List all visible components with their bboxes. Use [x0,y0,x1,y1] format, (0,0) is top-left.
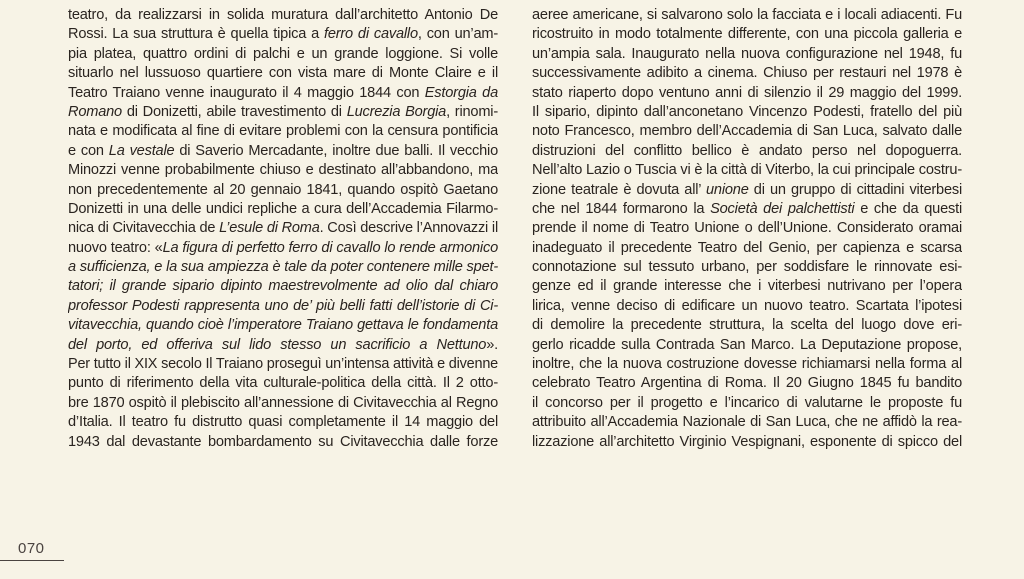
right-column-line [532,219,962,238]
right-column-line [532,394,962,413]
body-text: genze ed il grande interesse che i viterbesi nutrivano per l’opera [532,278,962,295]
left-column-line [68,433,498,452]
body-text: teatro, da realizzarsi in solida muratura dall’architetto Antonio De [68,7,498,23]
body-text: , rinomi- [446,103,498,120]
right-column-line [532,316,962,335]
body-text: attribuito all’Accademia Nazionale di San Luca, che ne affidò la rea- [532,414,962,431]
left-column-line [68,258,498,277]
body-text: Donizetti in una delle undici repliche a cura dell’Accademia Filarmo- [68,200,498,217]
italic-text: Estorgia da [424,84,498,101]
body-text: un’ampia sala. Inaugurato nella nuova configurazione nel 1948, fu [532,45,962,62]
right-column-line [532,355,962,374]
right-column-line [532,45,962,64]
body-text: nuovo teatro: « [68,239,163,256]
left-column-line [68,374,498,393]
right-column-line [532,336,962,355]
left-column-line [68,316,498,335]
body-text: aeree americane, si salvarono solo la facciata e i locali adiacenti. Fu [532,7,962,23]
right-column-line [532,277,962,296]
body-text: bre 1870 ospitò il plebiscito all’annessione di Civitavecchia al Regno [68,394,498,411]
body-text: e che da questi [854,200,962,217]
italic-text: del porto, ed offeriva sul lido stesso un sacrificio a Nettuno [68,336,487,353]
left-column-line [68,45,498,64]
italic-text: tatori; il grande sipario dipinto maestrevolmente ad olio dal chiaro [68,278,498,295]
right-column-line [532,25,962,44]
body-text: di demolire la precedente struttura, la scelta del luogo dove eri- [532,317,962,334]
body-text: prende il nome di Teatro Unione o dell’Unione. Considerato oramai [532,220,962,237]
body-text: situarlo nel lussuoso quartiere con vista mare di Monte Claire e il [68,65,498,82]
body-text: inoltre, che la nuova costruzione dovesse richiamarsi nella forma al [532,356,962,373]
body-text: . Così descrive l’Annovazzi il [319,220,498,237]
left-column-line [68,394,498,413]
left-column-line [68,239,498,258]
left-column-line [68,103,498,122]
right-column-line [532,413,962,432]
left-column-line [68,142,498,161]
body-text: Teatro Traiano venne inaugurato il 4 maggio 1844 con [68,84,425,101]
body-text: Nell’alto Lazio o Tuscia vi è la città di Viterbo, la cui principale costru- [532,162,962,179]
body-text: nica di Civitavecchia de [68,220,220,237]
body-text: punto di riferimento della vita culturale-politica della città. Il 2 otto- [68,375,498,392]
page-number: 070 [18,540,45,557]
italic-text: vitavecchia, quando cioè l’imperatore Traiano gettava le fondamenta [68,317,498,334]
left-column-line [68,336,498,355]
body-text: lizzazione all’architetto Virginio Vespignani, esponente di spicco del [532,433,962,450]
body-text: di Saverio Mercadante, inoltre due balli. Il vecchio [174,142,498,159]
body-text: , con un’am- [417,26,498,43]
body-text: ricostruito in modo totalmente differente, con una piccola galleria e [532,26,962,43]
italic-text: professor Podesti rappresenta uno de’ più belli fatti dell’istorie di Ci- [68,297,498,314]
right-column-line [532,6,962,25]
body-text: distruzioni del conflitto bellico è andato perso nel dopoguerra. [532,142,962,159]
body-text: connotazione sul tessuto urbano, per soddisfare le rinnovate esi- [532,259,962,276]
right-column-line [532,103,962,122]
body-text: non precedentemente al 20 gennaio 1841, quando ospitò Gaetano [68,181,498,198]
italic-text: ferro di cavallo [323,26,418,43]
page-number-rule [0,560,64,561]
left-column-line [68,181,498,200]
body-text: Rossi. La sua struttura è quella tipica a [68,26,324,43]
body-text: il concorso per il progetto e l’incarico di valutarne le proposte fu [532,394,962,411]
left-column-line [68,297,498,316]
body-text: Minozzi venne probabilmente chiuso e destinato all’abbandono, ma [68,162,498,179]
left-text-column [68,6,498,452]
body-text: stato riaperto dopo ventuno anni di silenzio il 29 maggio del 1999. [532,84,962,101]
body-text: d’Italia. Il teatro fu distrutto quasi completamente il 14 maggio del [68,414,498,431]
right-column-line [532,181,962,200]
body-text: celebrato Teatro Argentina di Roma. Il 20 Giugno 1845 fu bandito [532,375,962,392]
right-column-line [532,239,962,258]
italic-text: L’esule di Roma [219,220,320,237]
right-column-line [532,64,962,83]
body-text: ». [486,336,498,353]
body-text: lirica, venne deciso di edificare un nuovo teatro. Scartata l’ipotesi [532,297,962,314]
italic-text: Società dei palchettisti [710,200,855,217]
body-text: che nel 1844 formarono la [532,200,711,217]
left-column-line [68,84,498,103]
body-text: nata e modificata al fine di evitare problemi con la censura pontificia [68,123,498,140]
right-column-line [532,374,962,393]
body-text: di un gruppo di cittadini viterbesi [748,181,962,198]
left-column-line [68,277,498,296]
body-text: noto Francesco, membro dell’Accademia di San Luca, salvato dalle [532,123,962,140]
right-column-line [532,297,962,316]
right-column-line [532,122,962,141]
body-text: gerlo ricadde sulla Contrada San Marco. La Deputazione propose, [532,336,962,353]
italic-text: unione [705,181,749,198]
right-column-line [532,84,962,103]
body-text: Per tutto il XIX secolo Il Traiano proseguì un’intensa attività e divenne [68,356,498,373]
body-text: di Donizetti, abile travestimento di [121,103,347,120]
left-column-line [68,413,498,432]
italic-text: La figura di perfetto ferro di cavallo lo rende armonico [162,239,498,256]
body-text: pia platea, quattro ordini di palchi e un grande loggione. Si volle [68,45,498,62]
body-text: inadeguato il precedente Teatro del Genio, per capienza e scarsa [532,239,962,256]
body-text: zione teatrale è dovuta all’ [532,181,706,198]
left-column-line [68,25,498,44]
right-column-line [532,161,962,180]
body-text: Il sipario, dipinto dall’anconetano Vincenzo Podesti, fratello del più [532,103,962,120]
italic-text: a sufficienza, e la sua ampiezza è tale da poter contenere mille spet- [68,259,498,276]
italic-text: Romano [68,103,122,120]
left-column-line [68,355,498,374]
right-text-column [532,6,962,452]
left-column-line [68,122,498,141]
left-column-line [68,6,498,25]
left-column-line [68,161,498,180]
body-text: 1943 dal devastante bombardamento su Civitavecchia dalle forze [68,433,498,450]
italic-text: La vestale [108,142,175,159]
italic-text: Lucrezia Borgia [346,103,447,120]
right-column-line [532,258,962,277]
right-column-line [532,433,962,452]
right-column-line [532,200,962,219]
left-column-line [68,64,498,83]
right-column-line [532,142,962,161]
body-text: e con [68,142,109,159]
left-column-line [68,200,498,219]
body-text: successivamente adibito a cinema. Chiuso per restauri nel 1978 è [532,65,962,82]
left-column-line [68,219,498,238]
